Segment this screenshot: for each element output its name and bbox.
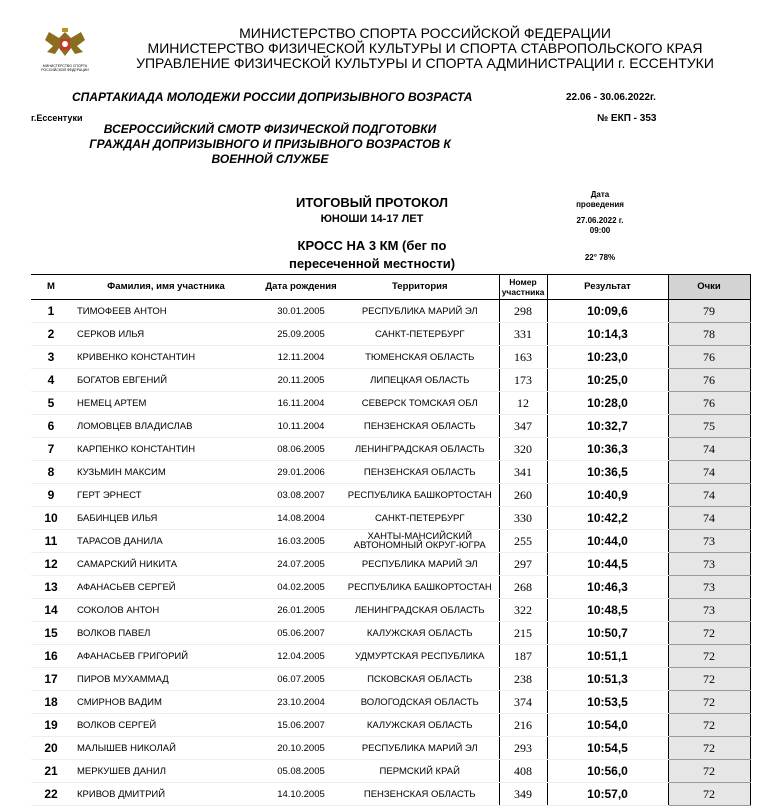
cell-territory: ПЕНЗЕНСКАЯ ОБЛАСТЬ [341,461,499,484]
cell-territory: САНКТ-ПЕТЕРБУРГ [341,507,499,530]
table-row [31,760,750,783]
cell-name: АФАНАСЬЕВ ГРИГОРИЙ [71,645,261,668]
table-row [31,392,750,415]
cell-territory: РЕСПУБЛИКА БАШКОРТОСТАН [341,576,499,599]
cell-name: НЕМЕЦ АРТЕМ [71,392,261,415]
cell-points: 73 [668,599,750,622]
cell-bib: 260 [499,484,547,507]
cell-dob: 30.01.2005 [261,300,341,323]
table-row [31,599,750,622]
table-row [31,622,750,645]
cell-bib: 374 [499,691,547,714]
cell-points: 73 [668,576,750,599]
cell-result: 10:46,3 [547,576,668,599]
cell-territory: РЕСПУБЛИКА БАШКОРТОСТАН [341,484,499,507]
event-dates: 22.06 - 30.06.2022г. [566,92,656,103]
cell-name: ГЕРТ ЭРНЕСТ [71,484,261,507]
cell-place: 1 [31,300,71,323]
table-header-row [31,275,750,300]
cell-dob: 16.11.2004 [261,392,341,415]
cell-territory: КАЛУЖСКАЯ ОБЛАСТЬ [341,714,499,737]
cell-place: 6 [31,415,71,438]
cell-dob: 23.10.2004 [261,691,341,714]
cell-result: 10:28,0 [547,392,668,415]
table-row [31,645,750,668]
table-row [31,553,750,576]
cell-bib: 347 [499,415,547,438]
cell-bib: 331 [499,323,547,346]
cell-points: 72 [668,783,750,806]
cell-place: 3 [31,346,71,369]
cell-name: БОГАТОВ ЕВГЕНИЙ [71,369,261,392]
table-row [31,783,750,806]
cell-result: 10:54,5 [547,737,668,760]
cell-bib: 255 [499,530,547,553]
cell-territory: СЕВЕРСК ТОМСКАЯ ОБЛ [341,392,499,415]
cell-dob: 12.04.2005 [261,645,341,668]
cell-territory: ЛЕНИНГРАДСКАЯ ОБЛАСТЬ [341,599,499,622]
cell-dob: 05.08.2005 [261,760,341,783]
ekp-number: № ЕКП - 353 [597,113,657,124]
cell-name: САМАРСКИЙ НИКИТА [71,553,261,576]
table-row [31,438,750,461]
cell-name: СЕРКОВ ИЛЬЯ [71,323,261,346]
cell-bib: 215 [499,622,547,645]
cell-bib: 320 [499,438,547,461]
table-row [31,323,750,346]
cell-dob: 05.06.2007 [261,622,341,645]
cell-name: КРИВОВ ДМИТРИЙ [71,783,261,806]
table-row [31,530,750,553]
cell-territory: ПЕНЗЕНСКАЯ ОБЛАСТЬ [341,783,499,806]
cell-result: 10:56,0 [547,760,668,783]
cell-territory: РЕСПУБЛИКА МАРИЙ ЭЛ [341,553,499,576]
cell-territory: ТЮМЕНСКАЯ ОБЛАСТЬ [341,346,499,369]
cell-bib: 293 [499,737,547,760]
cell-dob: 10.11.2004 [261,415,341,438]
cell-name: КУЗЬМИН МАКСИМ [71,461,261,484]
age-group: ЮНОШИ 14-17 ЛЕТ [320,213,424,225]
cell-points: 72 [668,668,750,691]
cell-place: 19 [31,714,71,737]
cell-dob: 14.10.2005 [261,783,341,806]
cell-name: БАБИНЦЕВ ИЛЬЯ [71,507,261,530]
table-row [31,576,750,599]
cell-bib: 163 [499,346,547,369]
protocol-title: ИТОГОВЫЙ ПРОТОКОЛ [296,195,448,210]
table-row [31,346,750,369]
cell-place: 16 [31,645,71,668]
review-title [80,122,460,167]
cell-result: 10:25,0 [547,369,668,392]
cell-result: 10:57,0 [547,783,668,806]
cell-points: 76 [668,346,750,369]
cell-name: СОКОЛОВ АНТОН [71,599,261,622]
cell-result: 10:36,3 [547,438,668,461]
date-block [555,190,645,236]
cell-name: ЛОМОВЦЕВ ВЛАДИСЛАВ [71,415,261,438]
table-row [31,507,750,530]
cell-dob: 04.02.2005 [261,576,341,599]
cell-points: 72 [668,760,750,783]
cell-result: 10:50,7 [547,622,668,645]
cell-bib: 349 [499,783,547,806]
col-points-header: Очки [668,275,750,300]
cell-territory: ХАНТЫ-МАНСИЙСКИЙ АВТОНОМНЫЙ ОКРУГ-ЮГРА [341,530,499,553]
cell-name: МАЛЫШЕВ НИКОЛАЙ [71,737,261,760]
date-label-1: Дата [590,190,610,199]
col-territory-header: Территория [341,275,499,300]
col-bib-header: Номер участника [499,275,547,300]
discipline [262,237,482,273]
cell-result: 10:44,0 [547,530,668,553]
col-name-header: Фамилия, имя участника [71,275,261,300]
cell-points: 73 [668,530,750,553]
cell-name: ПИРОВ МУХАММАД [71,668,261,691]
cell-dob: 25.09.2005 [261,323,341,346]
table-row [31,369,750,392]
cell-place: 7 [31,438,71,461]
cell-place: 18 [31,691,71,714]
cell-place: 22 [31,783,71,806]
cell-dob: 08.06.2005 [261,438,341,461]
cell-points: 74 [668,461,750,484]
cell-result: 10:09,6 [547,300,668,323]
cell-name: КРИВЕНКО КОНСТАНТИН [71,346,261,369]
cell-bib: 238 [499,668,547,691]
cell-name: АФАНАСЬЕВ СЕРГЕЙ [71,576,261,599]
cell-territory: ПСКОВСКАЯ ОБЛАСТЬ [341,668,499,691]
ministry-line-3: УПРАВЛЕНИЕ ФИЗИЧЕСКОЙ КУЛЬТУРЫ И СПОРТА АДМИНИСТРАЦИИ г. ЕССЕНТУКИ [136,55,714,71]
cell-dob: 29.01.2006 [261,461,341,484]
cell-result: 10:48,5 [547,599,668,622]
table-row [31,300,750,323]
cell-points: 72 [668,714,750,737]
cell-place: 5 [31,392,71,415]
cell-points: 74 [668,507,750,530]
cell-points: 72 [668,737,750,760]
cell-points: 76 [668,369,750,392]
cell-result: 10:54,0 [547,714,668,737]
col-dob-header: Дата рождения [261,275,341,300]
cell-place: 10 [31,507,71,530]
cell-territory: УДМУРТСКАЯ РЕСПУБЛИКА [341,645,499,668]
cell-result: 10:23,0 [547,346,668,369]
emblem-caption: МИНИСТЕРСТВО СПОРТА РОССИЙСКОЙ ФЕДЕРАЦИИ [41,64,89,72]
cell-dob: 14.08.2004 [261,507,341,530]
col-result-header: Результат [547,275,668,300]
cell-result: 10:40,9 [547,484,668,507]
cell-bib: 341 [499,461,547,484]
cell-territory: ЛЕНИНГРАДСКАЯ ОБЛАСТЬ [341,438,499,461]
cell-dob: 20.10.2005 [261,737,341,760]
cell-bib: 298 [499,300,547,323]
cell-dob: 24.07.2005 [261,553,341,576]
discipline-line-2: пересеченной местности) [288,256,456,271]
table-row [31,461,750,484]
cell-bib: 216 [499,714,547,737]
cell-place: 20 [31,737,71,760]
review-line-2: ГРАЖДАН ДОПРИЗЫВНОГО И ПРИЗЫВНОГО ВОЗРАСТОВ К [89,137,451,151]
table-row [31,415,750,438]
cell-result: 10:36,5 [547,461,668,484]
cell-place: 2 [31,323,71,346]
cell-territory: ПЕРМСКИЙ КРАЙ [341,760,499,783]
cell-territory: ЛИПЕЦКАЯ ОБЛАСТЬ [341,369,499,392]
review-line-3: ВОЕННОЙ СЛУЖБЕ [211,152,329,166]
cell-name: ВОЛКОВ СЕРГЕЙ [71,714,261,737]
cell-place: 15 [31,622,71,645]
cell-bib: 408 [499,760,547,783]
table-row [31,691,750,714]
cell-place: 17 [31,668,71,691]
city: г.Ессентуки [31,113,83,123]
table-row [31,714,750,737]
cell-result: 10:51,3 [547,668,668,691]
discipline-line-1: КРОСС НА 3 КМ (бег по [297,238,447,253]
cell-result: 10:53,5 [547,691,668,714]
cell-dob: 26.01.2005 [261,599,341,622]
table-row [31,484,750,507]
cell-points: 76 [668,392,750,415]
cell-territory: РЕСПУБЛИКА МАРИЙ ЭЛ [341,300,499,323]
cell-bib: 322 [499,599,547,622]
cell-points: 74 [668,438,750,461]
cell-bib: 173 [499,369,547,392]
cell-territory: ВОЛОГОДСКАЯ ОБЛАСТЬ [341,691,499,714]
date-value: 27.06.2022 г. [576,216,624,225]
time-value: 09:00 [589,226,611,235]
date-label-2: проведения [576,200,624,209]
cell-points: 72 [668,622,750,645]
cell-place: 9 [31,484,71,507]
weather: 22° 78% [584,253,616,262]
cell-dob: 06.07.2005 [261,668,341,691]
table-row [31,668,750,691]
cell-result: 10:42,2 [547,507,668,530]
cell-dob: 20.11.2005 [261,369,341,392]
cell-bib: 268 [499,576,547,599]
cell-place: 21 [31,760,71,783]
cell-territory: РЕСПУБЛИКА МАРИЙ ЭЛ [341,737,499,760]
cell-bib: 330 [499,507,547,530]
cell-territory: САНКТ-ПЕТЕРБУРГ [341,323,499,346]
cell-place: 4 [31,369,71,392]
cell-place: 8 [31,461,71,484]
cell-points: 78 [668,323,750,346]
cell-points: 73 [668,553,750,576]
cell-name: ТИМОФЕЕВ АНТОН [71,300,261,323]
cell-dob: 12.11.2004 [261,346,341,369]
cell-territory: КАЛУЖСКАЯ ОБЛАСТЬ [341,622,499,645]
cell-name: КАРПЕНКО КОНСТАНТИН [71,438,261,461]
col-place-header: М [31,275,71,300]
cell-bib: 297 [499,553,547,576]
cell-place: 11 [31,530,71,553]
cell-points: 75 [668,415,750,438]
ministry-line-1: МИНИСТЕРСТВО СПОРТА РОССИЙСКОЙ ФЕДЕРАЦИИ [239,25,611,41]
cell-dob: 03.08.2007 [261,484,341,507]
cell-name: ТАРАСОВ ДАНИЛА [71,530,261,553]
ministry-line-2: МИНИСТЕРСТВО ФИЗИЧЕСКОЙ КУЛЬТУРЫ И СПОРТА СТАВРОПОЛЬСКОГО КРАЯ [147,40,703,56]
event-title: СПАРТАКИАДА МОЛОДЕЖИ РОССИИ ДОПРИЗЫВНОГО ВОЗРАСТА [72,90,473,104]
cell-points: 79 [668,300,750,323]
cell-bib: 187 [499,645,547,668]
cell-result: 10:44,5 [547,553,668,576]
cell-points: 74 [668,484,750,507]
results-table [31,274,751,806]
cell-points: 72 [668,691,750,714]
review-line-1: ВСЕРОССИЙСКИЙ СМОТР ФИЗИЧЕСКОЙ ПОДГОТОВКИ [103,122,437,136]
cell-territory: ПЕНЗЕНСКАЯ ОБЛАСТЬ [341,415,499,438]
cell-dob: 15.06.2007 [261,714,341,737]
cell-points: 72 [668,645,750,668]
cell-result: 10:14,3 [547,323,668,346]
cell-name: МЕРКУШЕВ ДАНИЛ [71,760,261,783]
cell-name: ВОЛКОВ ПАВЕЛ [71,622,261,645]
cell-place: 13 [31,576,71,599]
cell-dob: 16.03.2005 [261,530,341,553]
cell-result: 10:32,7 [547,415,668,438]
cell-name: СМИРНОВ ВАДИМ [71,691,261,714]
cell-place: 14 [31,599,71,622]
cell-place: 12 [31,553,71,576]
table-row [31,737,750,760]
cell-bib: 12 [499,392,547,415]
cell-result: 10:51,1 [547,645,668,668]
